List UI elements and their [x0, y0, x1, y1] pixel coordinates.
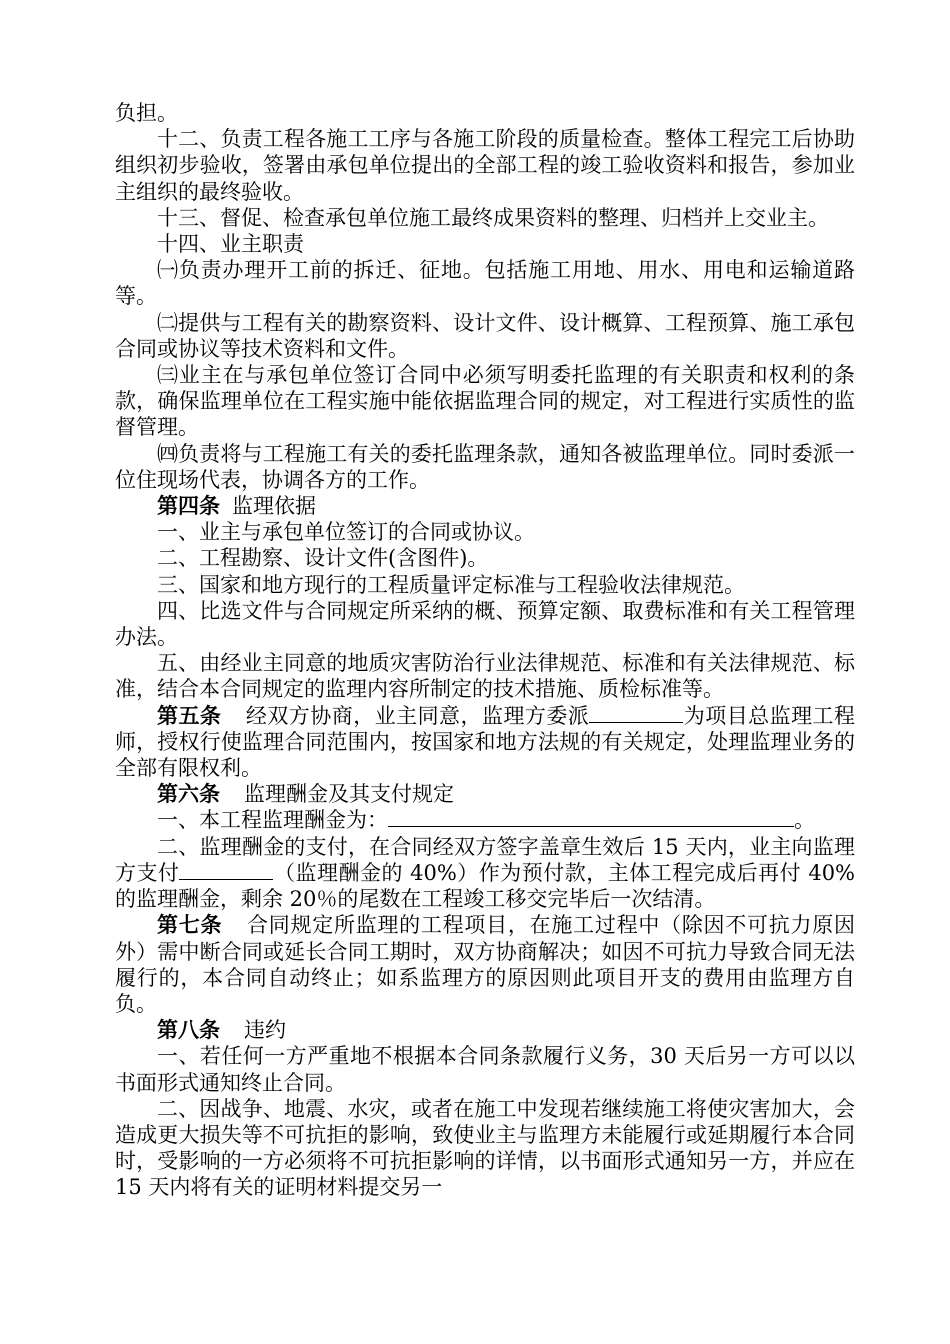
- owner-duty-2: ㈡提供与工程有关的勘察资料、设计文件、设计概算、工程预算、施工承包合同或协议等技术资料和文件。: [115, 310, 855, 361]
- clause-13: 十三、督促、检查承包单位施工最终成果资料的整理、归档并上交业主。: [157, 205, 829, 230]
- article-7-text: 合同规定所监理的工程项目，在施工过程中（除因不可抗力原因外）需中断合同或延长合同工期时，双方协商解决；如因不可抗力导致合同无法履行的，本合同自动终止；如系监理方的原因则此项目开支的费用由监理方自负。: [115, 913, 856, 1016]
- basis-4: 四、比选文件与合同规定所采纳的概、预算定额、取费标准和有关工程管理办法。: [115, 598, 855, 650]
- article-6-title: 第六条: [157, 781, 220, 807]
- article-7-title: 第七条: [157, 912, 223, 938]
- article-7: [115, 912, 855, 1017]
- article-4-heading: [115, 493, 855, 519]
- breach-2: 二、因战争、地震、水灾，或者在施工中发现若继续施工将使灾害加大，会造成更大损失等不可抗拒的影响，致使业主与监理方未能履行或延期履行本合同时，受影响的一方必须将不可抗拒影响的详情，以书面形式通知另一方，并应在 15 天内将有关的证明材料提交另一: [115, 1096, 855, 1200]
- owner-duty-1: ㈠负责办理开工前的拆迁、征地。包括施工用地、用水、用电和运输道路等。: [115, 258, 855, 309]
- article-8-text: 违约: [244, 1018, 286, 1043]
- article-5-title: 第五条: [157, 702, 222, 728]
- document-page: [115, 100, 855, 1201]
- paragraph-continuation: 负担。: [115, 101, 178, 125]
- article-4-title: 第四条: [157, 493, 220, 519]
- article-4-text: 监理依据: [232, 494, 316, 519]
- article-5-text-a: 经双方协商，业主同意，监理方委派: [245, 703, 590, 728]
- article-8-heading: [115, 1017, 855, 1043]
- fee-2-text-a: 二、监理酬金的支付，在合同经双方签字盖章生效后 15 天内，业主向监理方支付: [115, 834, 855, 885]
- article-6-text: 监理酬金及其支付规定: [244, 782, 454, 807]
- clause-12: 十二、负责工程各施工工序与各施工阶段的质量检查。整体工程完工后协助组织初步验收，签署由承包单位提出的全部工程的竣工验收资料和报告，参加业主组织的最终验收。: [115, 127, 855, 204]
- fee-2-text-b: （监理酬金的 40%）作为预付款，主体工程完成后再付 40%的监理酬金，剩余 20％的尾数在工程竣工移交完毕后一次结清。: [115, 860, 856, 912]
- article-6-heading: [115, 781, 855, 807]
- article-5: [115, 703, 855, 782]
- fee-amount-blank: [388, 808, 794, 827]
- chief-engineer-blank: [589, 704, 683, 723]
- basis-5: 五、由经业主同意的地质灾害防治行业法律规范、标准和有关法律规范、标准，结合本合同规定的监理内容所制定的技术措施、质检标准等。: [115, 651, 855, 702]
- owner-duty-3: ㈢业主在与承包单位签订合同中必须写明委托监理的有关职责和权利的条款，确保监理单位在工程实施中能依据监理合同的规定，对工程进行实质性的监督管理。: [115, 363, 855, 440]
- article-8-title: 第八条: [157, 1017, 220, 1043]
- breach-1: 一、若任何一方严重地不根据本合同条款履行义务，30 天后另一方可以以书面形式通知终止合同。: [115, 1044, 855, 1095]
- fee-2: [115, 834, 855, 913]
- fee-1-text-a: 一、本工程监理酬金为：: [157, 808, 388, 833]
- basis-3: 三、国家和地方现行的工程质量评定标准与工程验收法律规范。: [157, 572, 745, 597]
- advance-payment-blank: [179, 861, 273, 880]
- basis-2: 二、工程勘察、设计文件(含图件)。: [157, 546, 489, 571]
- fee-1-text-b: 。: [794, 808, 815, 833]
- fee-1: [115, 807, 855, 833]
- article-5-text-b: 为项目总监理工程师，授权行使监理合同范围内，按国家和地方法规的有关规定，处理监理业务的全部有限权利。: [115, 703, 856, 781]
- basis-1: 一、业主与承包单位签订的合同或协议。: [157, 520, 535, 545]
- clause-14-heading: 十四、业主职责: [157, 232, 304, 257]
- owner-duty-4: ㈣负责将与工程施工有关的委托监理条款，通知各被监理单位。同时委派一位住现场代表，协调各方的工作。: [115, 441, 855, 492]
